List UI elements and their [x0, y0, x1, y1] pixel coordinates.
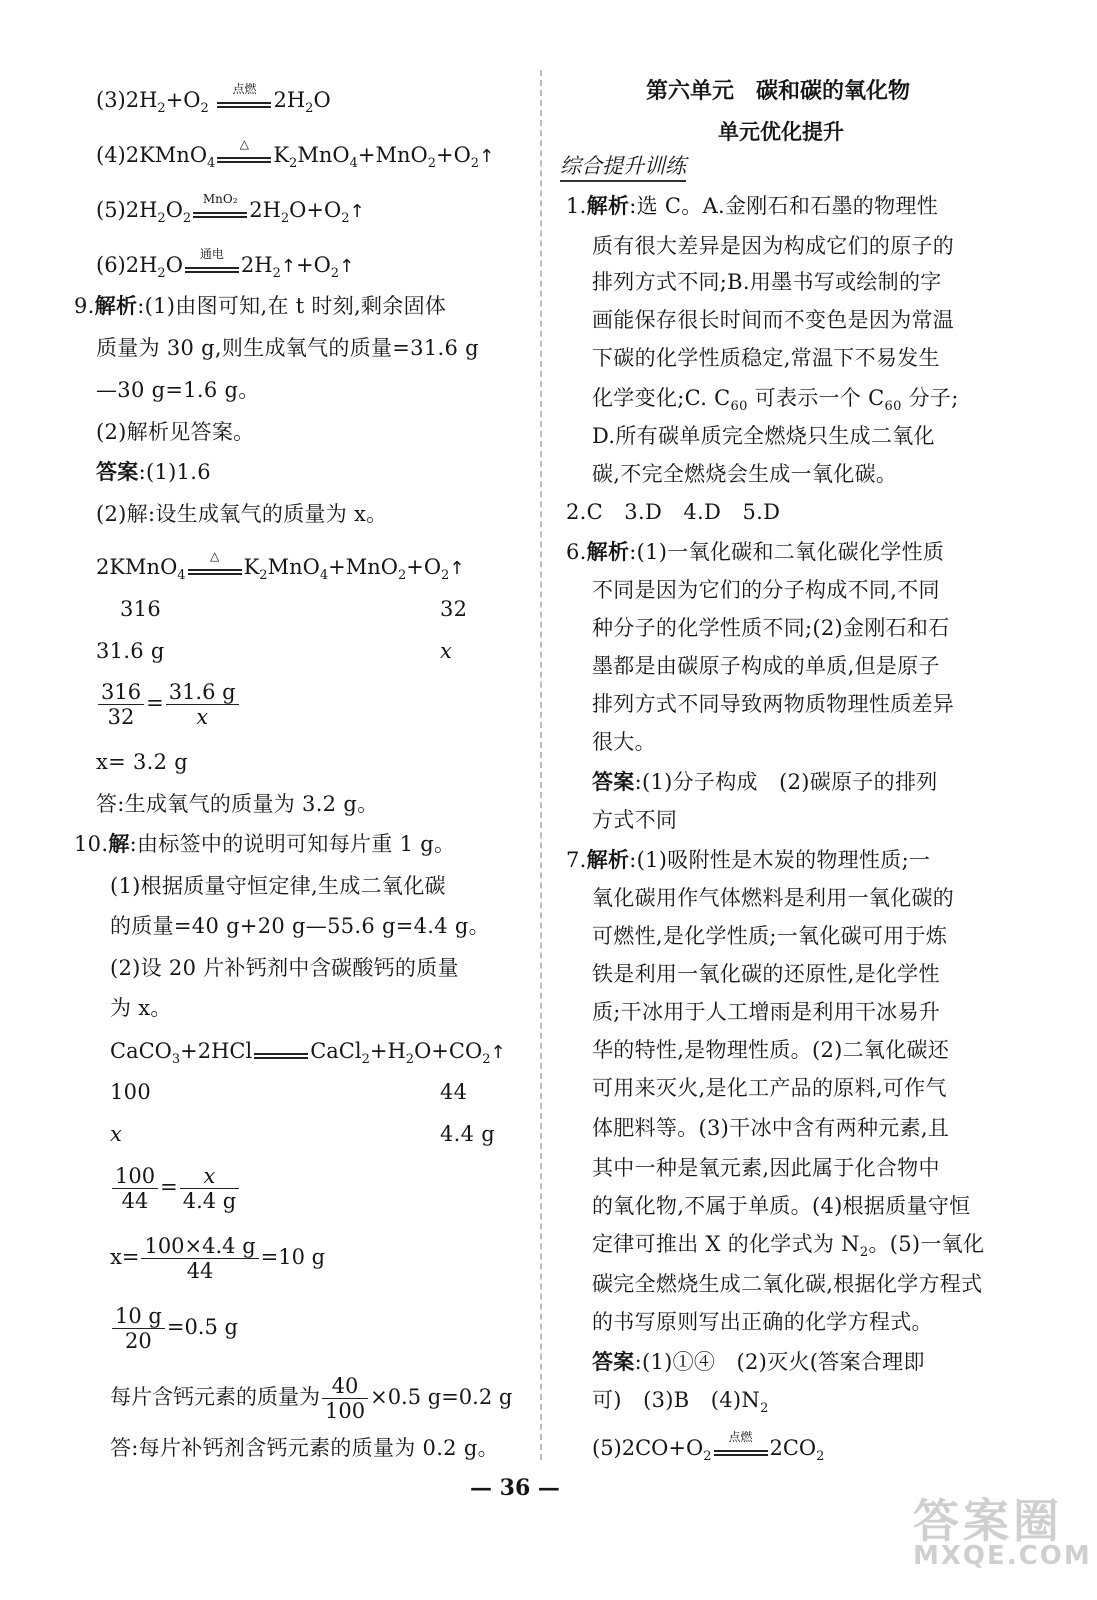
q9-num-316: 316 — [120, 597, 161, 621]
q6-line-5: 排列方式不同导致两物质物理性质差异 — [592, 692, 955, 716]
q7-line-8: 体肥料等。(3)干冰中含有两种元素,且 — [592, 1116, 950, 1140]
q9-result: x= 3.2 g — [96, 750, 189, 774]
up-arrow-icon: ↑ — [280, 256, 296, 277]
q9-equation: 2KMnO$_4$ △ $K_2MnO_4+MnO_2+O_2↑$ — [96, 548, 465, 584]
equation-4: (4)2KMnO$_4$ △ $K_2MnO_4+MnO_2+O_2↑$ — [96, 136, 495, 172]
condition-mark: 点燃 — [215, 88, 273, 116]
q7-line-3: 可燃性,是化学性质;一氧化碳可用于炼 — [592, 924, 948, 948]
q7-line-9: 其中一种是氧元素,因此属于化合物中 — [592, 1156, 940, 1180]
q10-num-x: x — [110, 1122, 123, 1146]
q7-line-7: 可用来灭火,是化工产品的原料,可作气 — [592, 1076, 947, 1100]
q7-line-10: 的氧化物,不属于单质。(4)根据质量守恒 — [592, 1194, 971, 1218]
unit-title: 第六单元 碳和碳的氧化物 — [646, 78, 911, 104]
q10-line-6: 每片含钙元素的质量为 $\frac{40}{100}$ ×0.5 g=0.2 g — [110, 1374, 513, 1423]
q10-final: 答:每片补钙剂含钙元素的质量为 0.2 g。 — [110, 1436, 499, 1460]
q9-line-1: 9.解析:(1)由图可知,在 t 时刻,剩余固体 — [74, 293, 447, 318]
q10-num-100: 100 — [110, 1080, 151, 1104]
q9-line-4: (2)解析见答案。 — [96, 420, 255, 444]
up-arrow-icon: ↑ — [490, 1042, 506, 1063]
q6-line-6: 很大。 — [592, 730, 656, 754]
q1-line-6: 化学变化;C. $C_{60}$ 可表示一个 $C_{60}$ 分子; — [592, 386, 959, 415]
section-heading: 综合提升训练 — [560, 150, 686, 182]
q7-line-12: 碳完全燃烧生成二氧化碳,根据化学方程式 — [592, 1272, 983, 1296]
q9-line-2: 质量为 30 g,则生成氧气的质量=31.6 g — [96, 336, 479, 360]
q2-5-answers: 2.C 3.D 4.D 5.D — [566, 500, 781, 524]
equation-6: $(6)2H_2O$ 通电 $2H_2↑+O_2↑$ — [96, 246, 355, 282]
q7-line-4: 铁是利用一氧化碳的还原性,是化学性 — [592, 962, 940, 986]
q10-line-3: 的质量=40 g+20 g—55.6 g=4.4 g。 — [110, 914, 490, 938]
q9-fraction: $\frac{316}{32}$ = $\frac{31.6 g}{x}$ — [96, 680, 241, 729]
q7-line-1: 7.解析:(1)吸附性是木炭的物理性质;一 — [566, 847, 931, 872]
q7-line-6: 华的特性,是物理性质。(2)二氧化碳还 — [592, 1038, 950, 1062]
q10-fraction-2: x= $\frac{100\times 4.4 g}{44}$ =10 g — [110, 1234, 326, 1283]
up-arrow-icon: ↑ — [479, 146, 495, 167]
q1-line-1: 1.解析:选 C。A.金刚石和石墨的物理性 — [566, 193, 939, 218]
q10-num-44: 44 — [440, 1080, 468, 1104]
up-arrow-icon: ↑ — [449, 558, 465, 579]
page-number: — 36 — — [470, 1475, 560, 1501]
q9-final: 答:生成氧气的质量为 3.2 g。 — [96, 792, 379, 816]
q10-line-1: 10.解:由标签中的说明可知每片重 1 g。 — [74, 831, 456, 856]
watermark-logo: 答案圈 MXQE.COM — [913, 1494, 1092, 1571]
q6-line-1: 6.解析:(1)一氧化碳和二氧化碳化学性质 — [566, 539, 945, 564]
q6-line-3: 种分子的化学性质不同;(2)金刚石和石 — [592, 616, 950, 640]
q1-line-3: 排列方式不同;B.用墨书写或绘制的字 — [592, 270, 942, 294]
q1-line-2: 质有很大差异是因为构成它们的原子的 — [592, 234, 955, 258]
q10-equation: CaCO$_3$+2HCl $CaCl_2+H_2O+CO_2↑$ — [110, 1039, 506, 1068]
q7-line-13: 的书写原则写出正确的化学方程式。 — [592, 1310, 933, 1334]
q1-line-7: D.所有碳单质完全燃烧只生成二氧化 — [592, 424, 935, 448]
q9-num-32: 32 — [440, 597, 468, 621]
q9-line-3: —30 g=1.6 g。 — [96, 378, 260, 402]
equation-3: $(3)2H_2+O_2$ 点燃 $2H_2O$ — [96, 81, 331, 117]
q7-answer-2: 可) (3)B $(4)N_2$ — [592, 1388, 769, 1417]
q7-line-2: 氧化碳用作气体燃料是利用一氧化碳的 — [592, 886, 955, 910]
q6-line-2: 不同是因为它们的分子构成不同,不同 — [592, 578, 940, 602]
q6-answer: 答案:(1)分子构成 (2)碳原子的排列 — [592, 769, 938, 794]
q10-line-4: (2)设 20 片补钙剂中含碳酸钙的质量 — [110, 956, 459, 980]
equation-5: $(5)2H_2O_2$ MnO₂ $2H_2O+O_2↑$ — [96, 191, 365, 227]
q9-answer: 答案:(1)1.6 — [96, 459, 211, 484]
q9-num-x: x — [440, 639, 453, 663]
q10-num-4.4: 4.4 g — [440, 1122, 496, 1146]
column-divider — [540, 70, 542, 1460]
q1-line-4: 画能保存很长时间而不变色是因为常温 — [592, 308, 955, 332]
q1-line-5: 下碳的化学性质稳定,常温下不易发生 — [592, 346, 940, 370]
q9-num-31.6: 31.6 g — [96, 639, 165, 663]
q7-line-5: 质;干冰用于人工增雨是利用干冰易升 — [592, 1000, 941, 1024]
q10-line-5: 为 x。 — [110, 996, 172, 1020]
q6-answer-2: 方式不同 — [592, 808, 678, 832]
q10-fraction-1: $\frac{100}{44}$ = $\frac{x}{4.4 g}$ — [110, 1164, 241, 1213]
q6-line-4: 墨都是由碳原子构成的单质,但是原子 — [592, 654, 940, 678]
unit-subtitle: 单元优化提升 — [718, 119, 844, 144]
up-arrow-icon: ↑ — [339, 256, 355, 277]
q7-line-11: 定律可推出 X 的化学式为 $N_2$。(5)一氧化 — [592, 1232, 985, 1261]
q10-fraction-3: $\frac{10 g}{20}$ =0.5 g — [110, 1304, 238, 1353]
q7-answer: 答案:(1)①④ (2)灭火(答案合理即 — [592, 1349, 925, 1374]
q9-line-5: (2)解:设生成氧气的质量为 x。 — [96, 502, 388, 526]
q10-line-2: (1)根据质量守恒定律,生成二氧化碳 — [110, 874, 446, 898]
up-arrow-icon: ↑ — [349, 201, 365, 222]
q7-equation: $(5)2CO+O_2$ 点燃 $2CO_2$ — [592, 1429, 825, 1465]
q1-line-8: 碳,不完全燃烧会生成一氧化碳。 — [592, 462, 898, 486]
